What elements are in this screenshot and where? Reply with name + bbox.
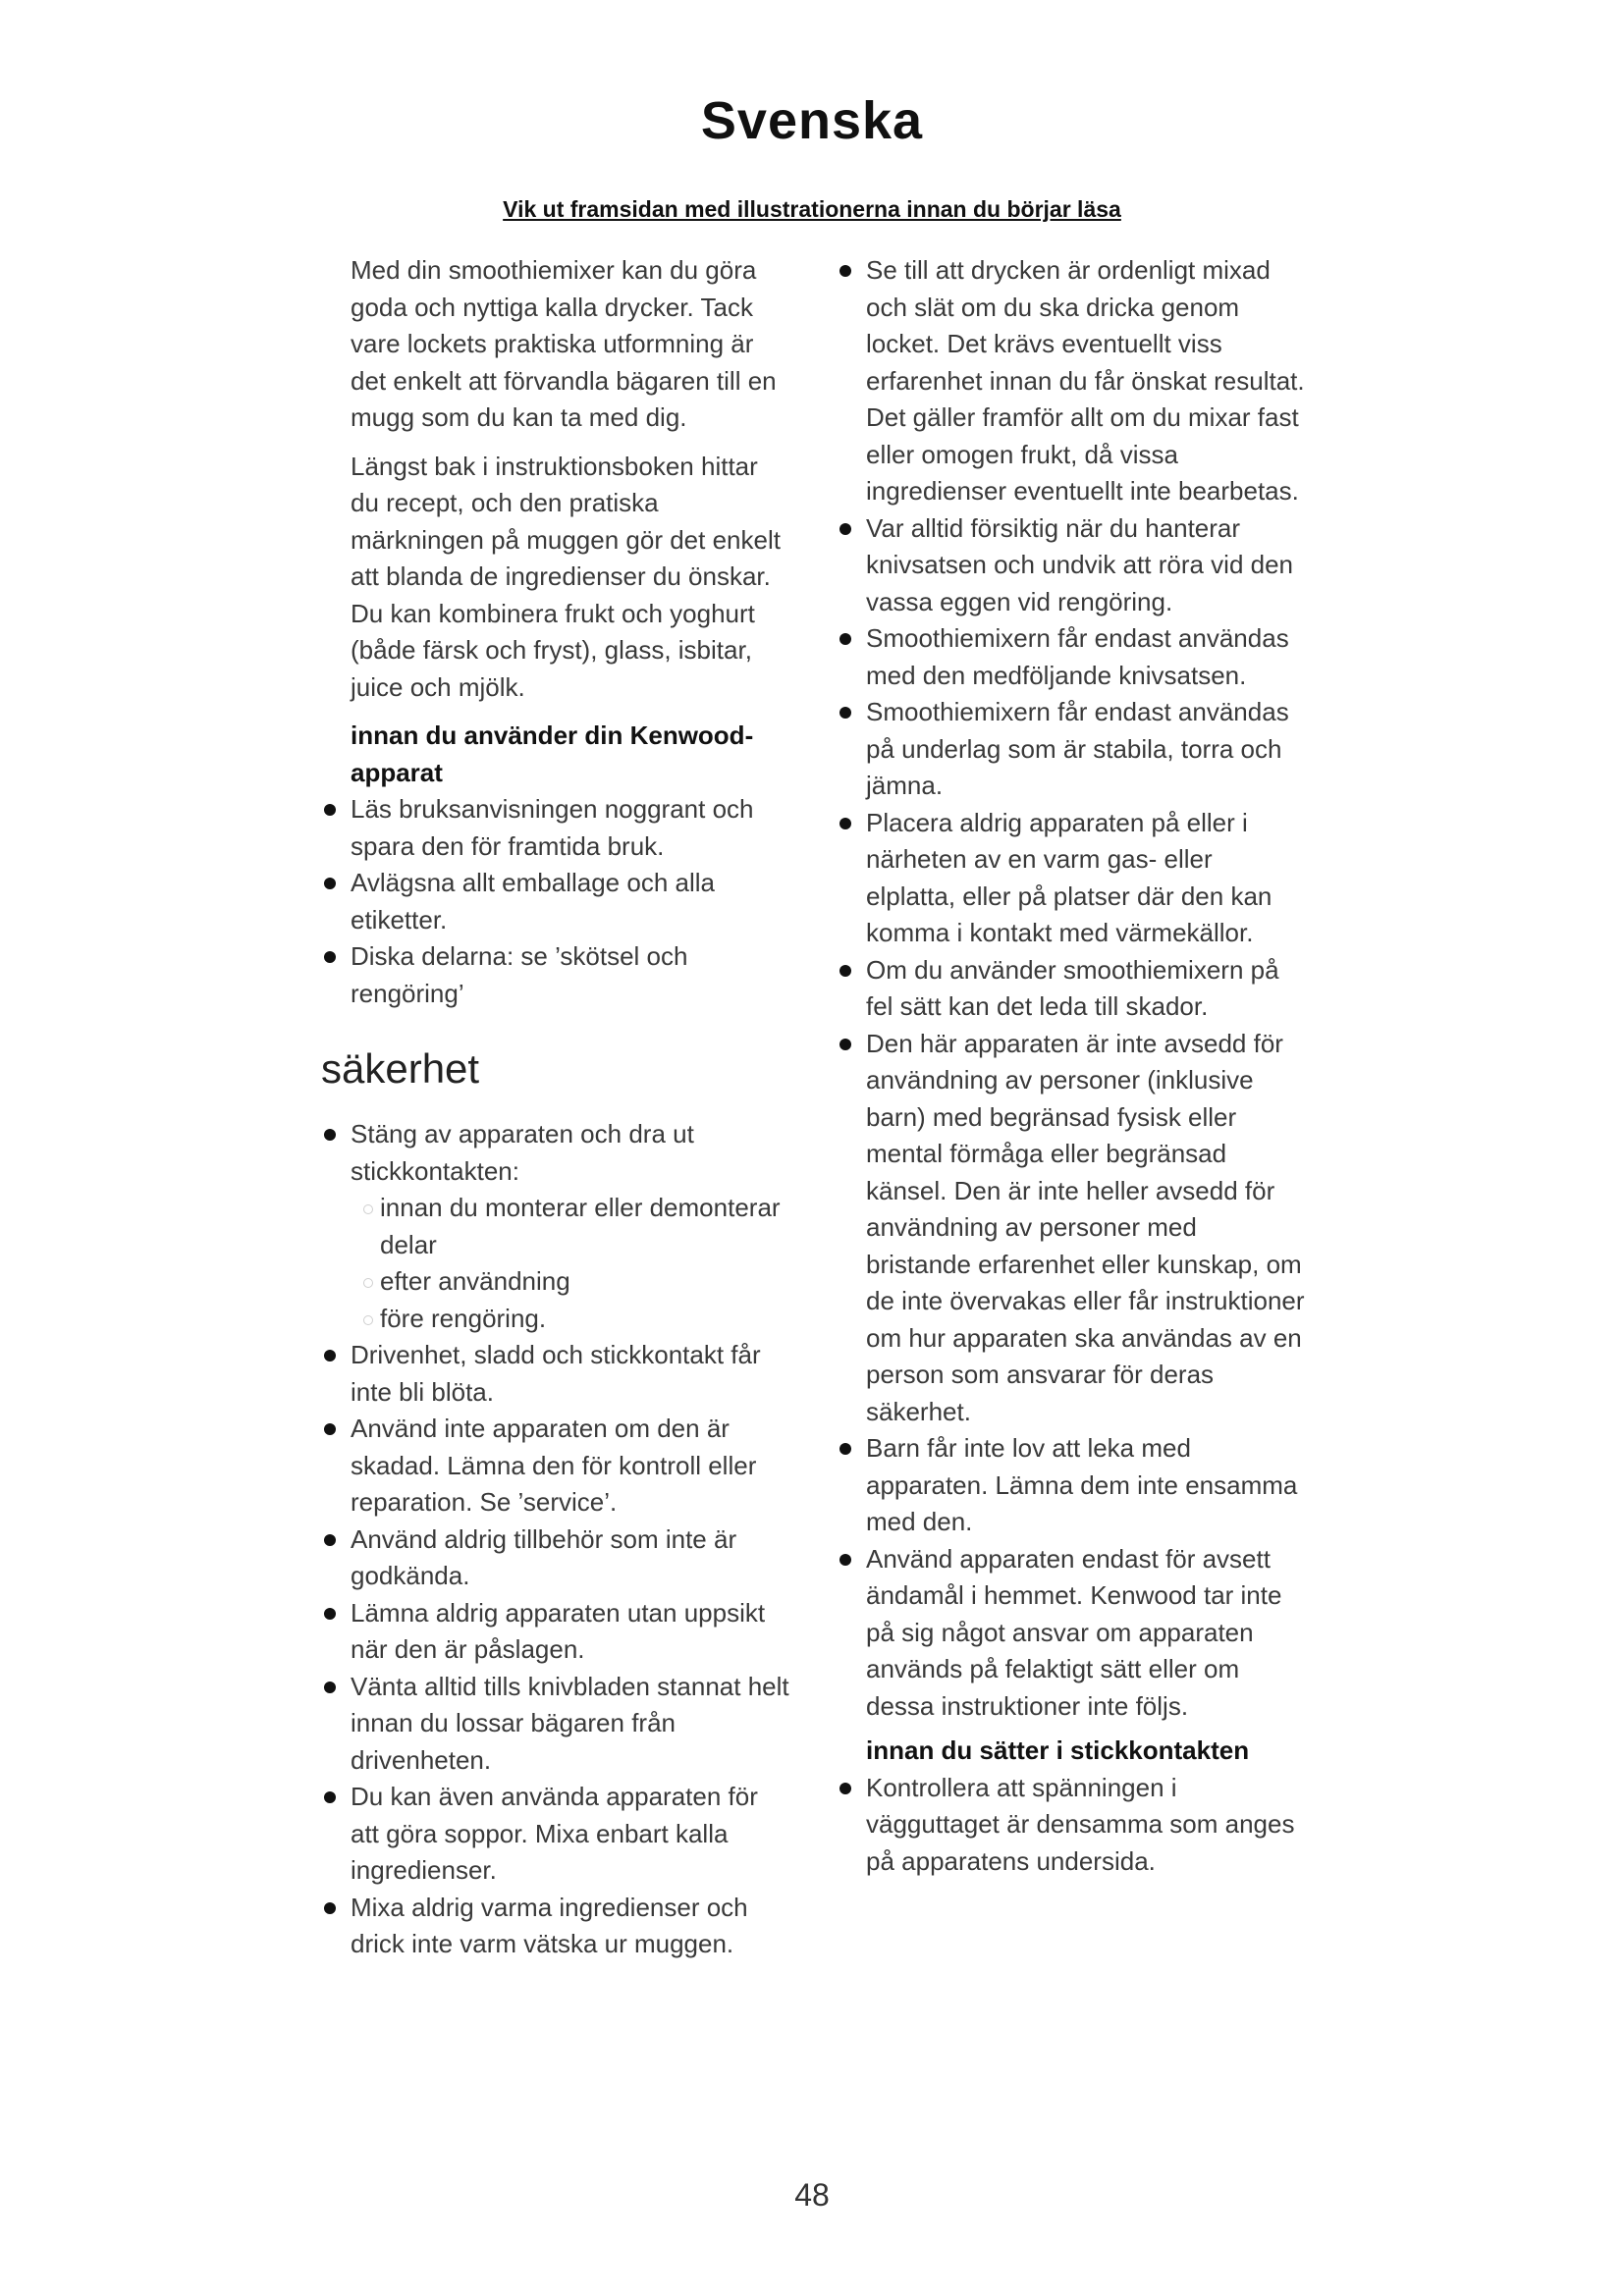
sub-list-item-text: efter användning [380,1266,570,1296]
plug-in-heading: innan du sätter i stickkontakten [866,1735,1250,1765]
bullet-icon [839,707,851,719]
bullet-icon [324,951,336,963]
sub-list-item [351,1190,792,1263]
list-item-text: Använd inte apparaten om den är skadad. Lämna den för kontroll eller reparation. Se ’service’. [351,1414,757,1517]
list-item [837,805,1308,952]
list-item-text: Stäng av apparaten och dra ut stickkontakten: [351,1119,694,1186]
safety-sub-list [351,1190,792,1337]
safety-heading: säkerhet [321,1045,480,1092]
bullet-icon [839,523,851,535]
bullet-icon [324,878,336,889]
bullet-icon [324,1350,336,1362]
list-item [837,952,1308,1026]
sub-bullet-icon [363,1204,373,1214]
page-subtitle: Vik ut framsidan med illustrationerna innan du börjar läsa [503,196,1121,222]
bullet-icon [839,1039,851,1050]
bullet-icon [839,265,851,277]
list-item [837,1026,1308,1431]
sub-list-item [351,1263,792,1301]
list-item-text: Mixa aldrig varma ingredienser och drick inte varm vätska ur muggen. [351,1892,748,1958]
list-item-text: Smoothiemixern får endast användas på underlag som är stabila, torra och jämna. [866,697,1289,800]
bullet-icon [324,1129,336,1141]
intro-paragraph: Längst bak i instruktionsboken hittar du recept, och den pratiska märkningen på muggen gör det enkelt att blanda de ingredienser du önskar. Du kan kombinera frukt och yoghurt (både färsk och fryst), glass, isbitar, juice och mjölk. [351,451,781,702]
left-column [321,252,792,1963]
plug-in-list [837,1770,1308,1881]
list-item [837,1770,1308,1881]
sub-list-item-text: innan du monterar eller demonterar delar [380,1193,781,1259]
list-item-text: Se till att drycken är ordenligt mixad och slät om du ska dricka genom locket. Det krävs eventuellt viss erfarenhet innan du får önskat resultat. Det gäller framför allt om du mixar fast eller omogen frukt, då vissa ingredienser eventuellt inte bearbetas. [866,255,1305,506]
list-item-text: Avlägsna allt emballage och alla etiketter. [351,868,715,934]
bullet-icon [324,1791,336,1803]
page-number: 48 [794,2177,830,2213]
safety-list [321,1116,792,1963]
list-item [837,1541,1308,1726]
list-item-text: Drivenhet, sladd och stickkontakt får inte bli blöta. [351,1340,761,1407]
bullet-icon [324,1534,336,1546]
list-item-text: Smoothiemixern får endast användas med den medföljande knivsatsen. [866,623,1289,690]
bullet-icon [839,1443,851,1455]
intro-paragraph: Med din smoothiemixer kan du göra goda och nyttiga kalla drycker. Tack vare lockets praktiska utformning är det enkelt att förvandla bägaren till en mugg som du kan ta med dig. [351,255,777,432]
list-item-text: Använd apparaten endast för avsett ändamål i hemmet. Kenwood tar inte på sig något ansvar om apparaten används på felaktigt sätt eller om dessa instruktioner inte följs. [866,1543,1282,1721]
before-use-heading: innan du använder din Kenwood-apparat [351,721,754,787]
bullet-icon [839,965,851,977]
list-item-text: Den här apparaten är inte avsedd för användning av personer (inklusive barn) med begränsad fysisk eller mental förmåga eller begränsad känsel. Den är inte heller avsedd för användning av personer med bristande erfarenhet eller kunskap, om de inte övervakas eller får instruktioner om hur apparaten ska användas av en person som ansvarar för deras säkerhet. [866,1028,1305,1426]
list-item-text: Använd aldrig tillbehör som inte är godkända. [351,1523,737,1590]
sub-list-item-text: före rengöring. [380,1303,547,1333]
bullet-icon [839,633,851,645]
list-item-text: Placera aldrig apparaten på eller i närheten av en varm gas- eller elplatta, eller på platser där den kan komma i kontakt med värmekällor. [866,807,1272,947]
list-item [321,1669,792,1780]
list-item [321,1595,792,1669]
list-item [321,1337,792,1411]
sub-list-item [351,1301,792,1338]
list-item [321,1411,792,1522]
list-item-text: Läs bruksanvisningen noggrant och spara den för framtida bruk. [351,794,754,861]
right-column [837,252,1308,1880]
list-item-text: Barn får inte lov att leka med apparaten. Lämna dem inte ensamma med den. [866,1433,1298,1536]
list-item [321,1116,792,1337]
list-item [321,865,792,938]
list-item [837,1430,1308,1541]
bullet-icon [324,1902,336,1914]
list-item [321,1522,792,1595]
safety-list-continued [837,252,1308,1725]
list-item-text: Du kan även använda apparaten för att göra soppor. Mixa enbart kalla ingredienser. [351,1782,758,1885]
list-item [321,938,792,1012]
list-item [837,252,1308,510]
list-item-text: Var alltid försiktig när du hanterar knivsatsen och undvik att röra vid den vassa eggen vid rengöring. [866,512,1294,616]
bullet-icon [839,818,851,829]
sub-bullet-icon [363,1315,373,1325]
page-title: Svenska [700,91,924,150]
list-item [321,791,792,865]
list-item-text: Lämna aldrig apparaten utan uppsikt när den är påslagen. [351,1597,766,1664]
bullet-icon [324,1682,336,1693]
list-item-text: Vänta alltid tills knivbladen stannat helt innan du lossar bägaren från drivenheten. [351,1671,789,1775]
before-use-list [321,791,792,1012]
list-item-text: Kontrollera att spänningen i vägguttaget är densamma som anges på apparatens undersida. [866,1772,1295,1876]
sub-bullet-icon [363,1278,373,1288]
bullet-icon [839,1554,851,1566]
list-item [837,694,1308,805]
list-item [321,1890,792,1963]
list-item [837,510,1308,621]
list-item-text: Diska delarna: se ’skötsel och rengöring’ [351,941,688,1008]
bullet-icon [839,1783,851,1794]
list-item [321,1779,792,1890]
list-item-text: Om du använder smoothiemixern på fel sätt kan det leda till skador. [866,954,1279,1021]
bullet-icon [324,1608,336,1620]
bullet-icon [324,1423,336,1435]
list-item [837,620,1308,694]
bullet-icon [324,804,336,816]
